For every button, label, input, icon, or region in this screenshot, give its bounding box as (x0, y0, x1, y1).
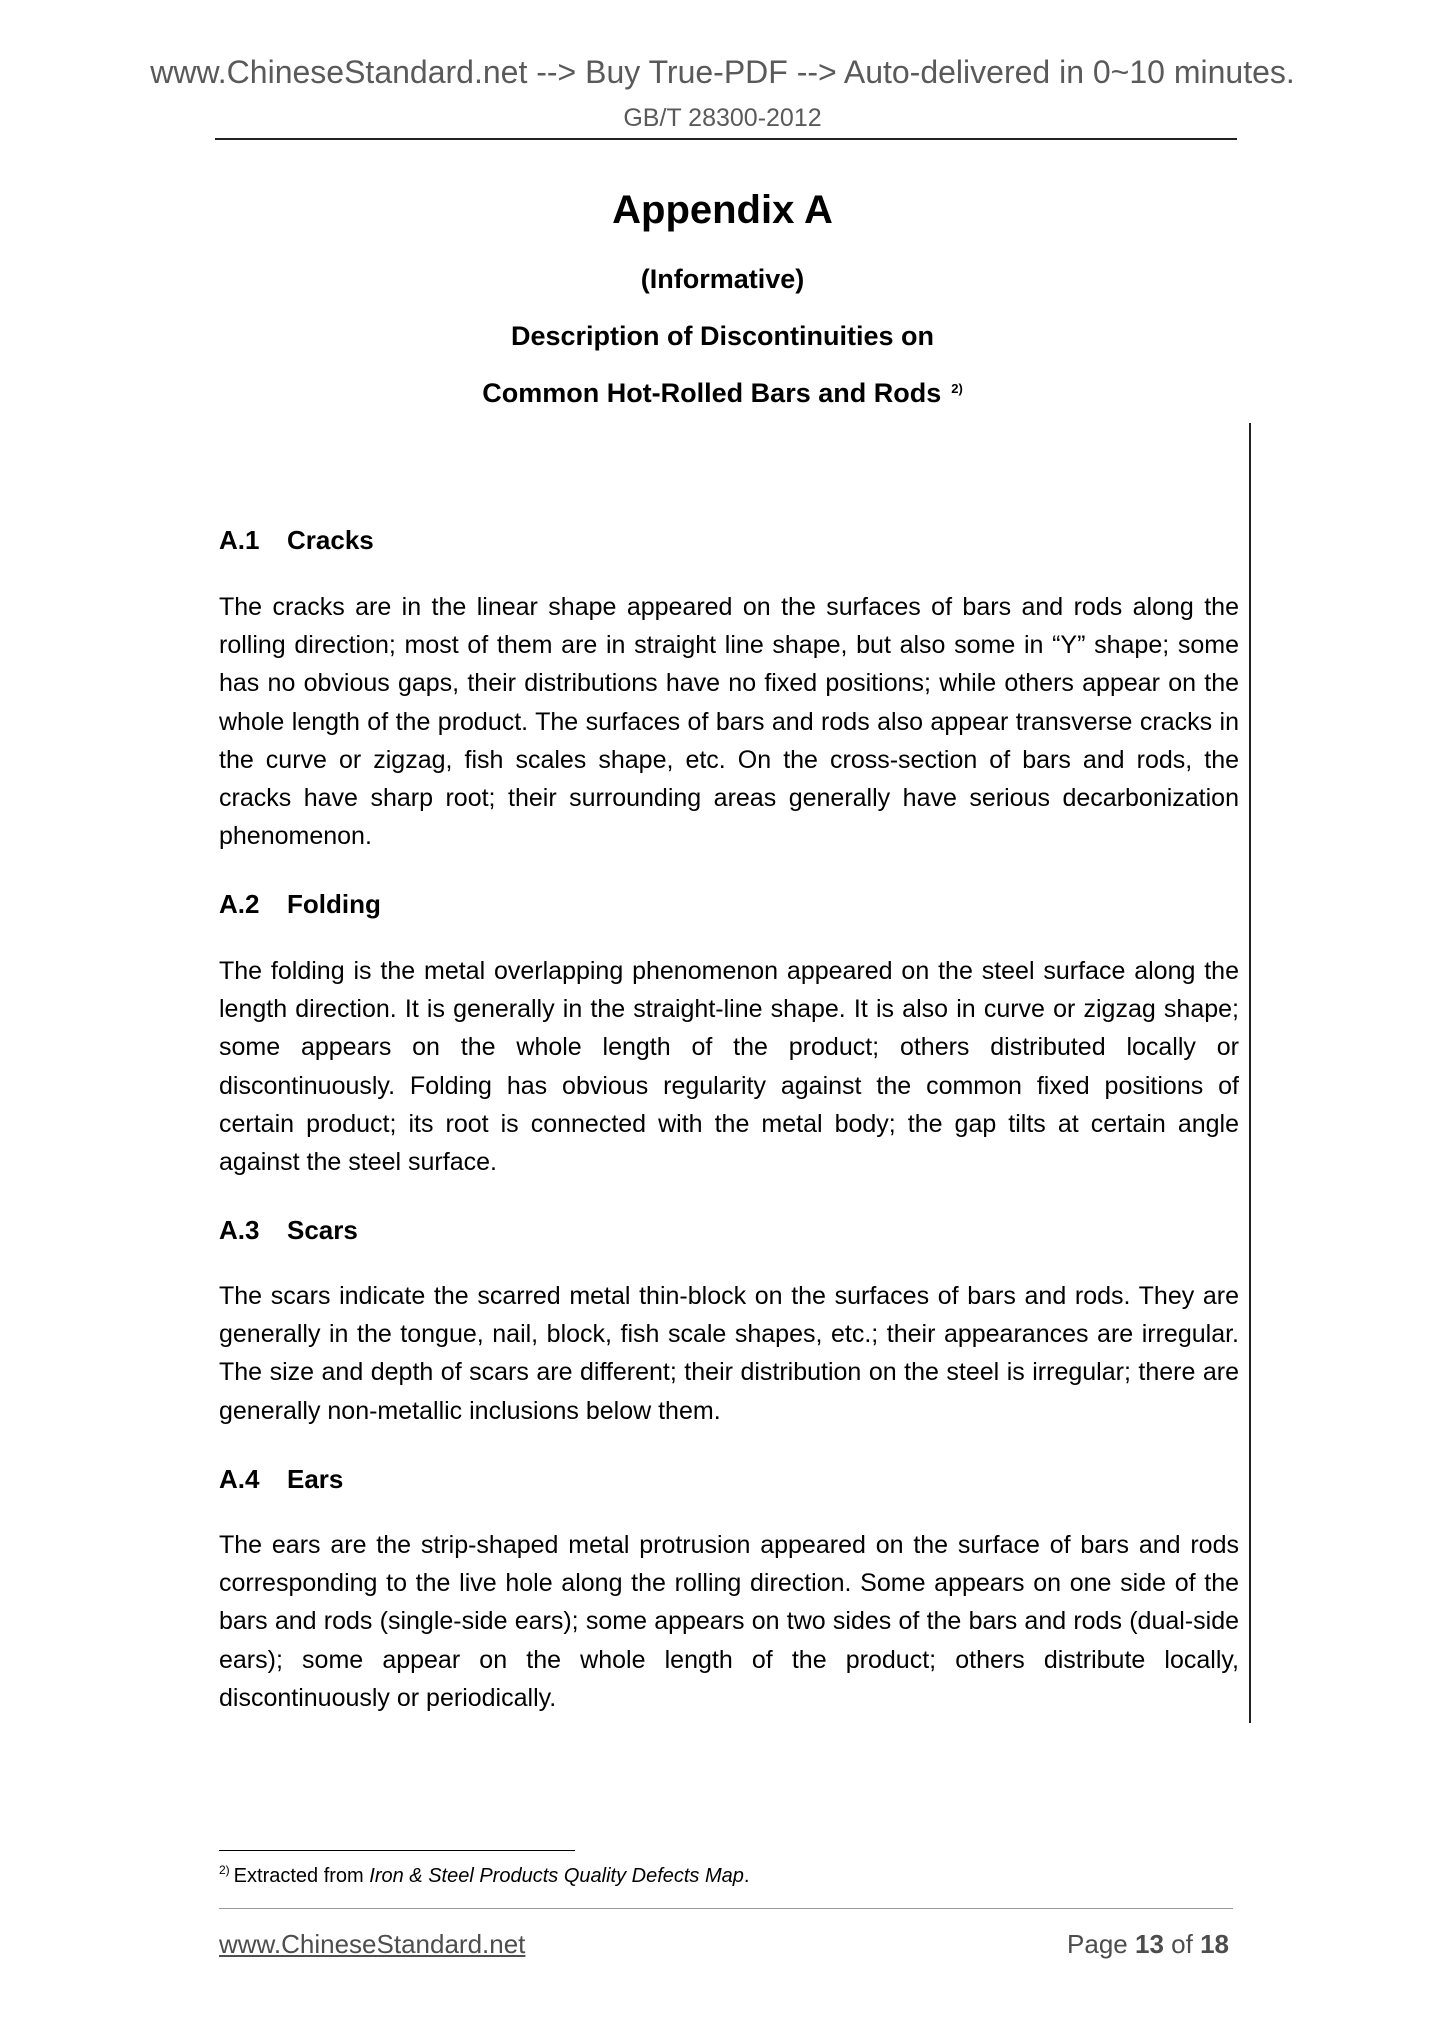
section-paragraph-a1: The cracks are in the linear shape appeared on the surfaces of bars and rods along the rolling direction; most of them are in straight line shape, but also some in “Y” shape; some has no obvious gaps, their distributions have no fixed positions; while others appear on the whole length of the product. The surfaces of bars and rods also appear transverse cracks in the curve or zigzag, fish scales shape, etc. On the cross-section of bars and rods, the cracks have sharp root; their surrounding areas generally have serious decarbonization phenomenon. (219, 593, 1239, 851)
section-number: A.1 (219, 525, 260, 555)
document-code: GB/T 28300-2012 (623, 104, 822, 132)
page-current: 13 (1135, 1929, 1164, 1959)
appendix-subtitle-line1: Description of Discontinuities on (510, 321, 935, 351)
section-paragraph-a2: The folding is the metal overlapping phenomenon appeared on the steel surface along the length direction. It is generally in the straight-line shape. It is also in curve or zigzag shape; some appears on the whole length of the product; others distributed locally or discontinuously. Folding has obvious regularity against the common fixed positions of certain product; its root is connected with the metal body; the gap tilts at certain angle against the steel surface. (219, 957, 1239, 1177)
appendix-informative-label: (Informative) (640, 264, 805, 294)
change-bar (1249, 423, 1251, 1723)
section-heading-a1 (219, 527, 374, 553)
footnote-source-title: Iron & Steel Products Quality Defects Map (369, 1865, 744, 1887)
section-paragraph-a4: The ears are the strip-shaped metal protrusion appeared on the surface of bars and rods corresponding to the live hole along the rolling direction. Some appears on one side of the bars and rods (single-side ears); some appears on two sides of the bars and rods (dual-side ears); some appear on the whole length of the product; others distribute locally, discontinuously or periodically. (219, 1531, 1239, 1712)
section-number: A.4 (219, 1464, 260, 1494)
appendix-subtitle-line2-text: Common Hot-Rolled Bars and Rods (482, 378, 942, 408)
section-title: Cracks (287, 525, 374, 555)
section-number: A.2 (219, 889, 260, 919)
footnote (219, 1864, 749, 1888)
footnote-suffix: . (743, 1865, 750, 1887)
appendix-subtitle-line2 (0, 379, 1445, 409)
section-heading-a4 (219, 1466, 343, 1492)
footer-site-link[interactable]: www.ChineseStandard.net (219, 1929, 526, 1959)
section-heading-a3 (219, 1217, 358, 1243)
section-title: Folding (287, 889, 381, 919)
appendix-title: Appendix A (612, 188, 833, 232)
footnote-mark: 2) (219, 1863, 230, 1877)
section-paragraph-a3: The scars indicate the scarred metal thin-block on the surfaces of bars and rods. They are generally in the tongue, nail, block, fish scale shapes, etc.; their appearances are irregular. The size and depth of scars are different; their distribution on the steel is irregular; there are generally non-metallic inclusions below them. (219, 1282, 1239, 1425)
top-banner-link[interactable]: www.ChineseStandard.net --> Buy True-PDF --> Auto-delivered in 0~10 minutes. (150, 54, 1295, 90)
header-divider (215, 138, 1237, 140)
section-number: A.3 (219, 1215, 260, 1245)
section-title: Scars (287, 1215, 358, 1245)
page-indicator (1067, 1931, 1229, 1957)
footnote-reference[interactable]: 2) (951, 381, 963, 396)
section-heading-a2 (219, 891, 381, 917)
section-title: Ears (287, 1464, 344, 1494)
page-of: of (1171, 1929, 1193, 1959)
page-label: Page (1067, 1929, 1128, 1959)
footnote-divider (219, 1850, 575, 1851)
page-total: 18 (1200, 1929, 1229, 1959)
footnote-prefix: Extracted from (233, 1865, 370, 1887)
footer-divider (219, 1908, 1233, 1909)
